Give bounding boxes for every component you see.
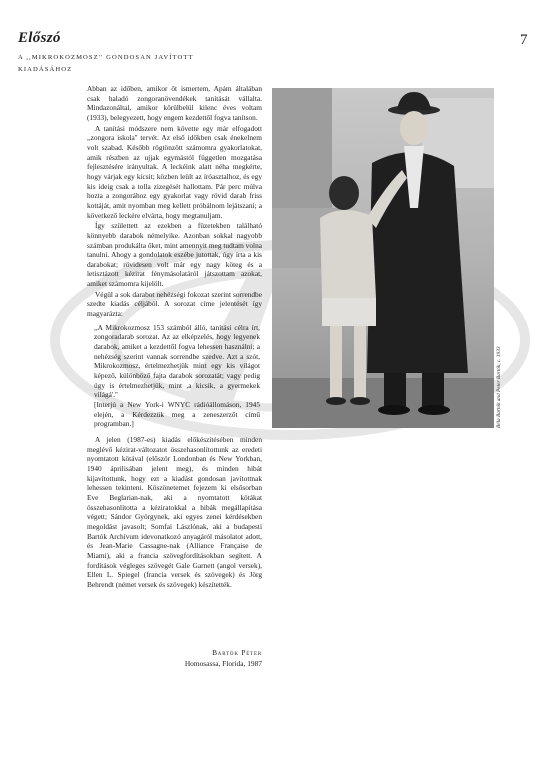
paragraph-2: A tanítási módszere nem követte egy már elfogadott ,,zongora iskola'' tervét. Az első időkben csak énekelnem volt szabad. Később rögtönzött számomra gyakorlatokat, amik részben az ujjak egymástól független mozgatása fejlesztésére irányultak. A leckéink alatt néha megkérte, hogy várjak egy kicsit; közben leült az íróasztalhoz, és egy kis ideig csak a tolla zizegését hallottam. Pár perc múlva hozta a zongorához egy gyakorlat vagy rövid darab friss kottáját, amit nyomban meg kellett próbálnom lejátszani; a következő leckére elvárta, hogy megtanuljam.: [87, 123, 262, 220]
page-number: 7: [520, 32, 528, 48]
quote-text: ,,A Mikrokozmosz 153 számból álló, tanítási célra írt, zongoradarab sorozat. Az az elképzelés, hogy legyenek darabok, amiket a kezdettől fogva lehessen használni; a nehézség szerint vannak sorrendbe szedve. Azt a szót, Mikrokozmosz, értelmezhetjük mint egy kis világot képező, különböző fajta darabok sorozatát; vagy pedig úgy is értelmezhetjük, mint ,a kicsik, a gyermekek világá'.'': [94, 322, 260, 400]
paragraph-5: A jelen (1987-es) kiadás előkészítésében minden meglévő kézirat-változatot összehasonlítottunk az eredeti nyomtatott kötával (először Londonban és New Yorkban, 1940 áprilisában jelent meg), és minden hibát kijavítottunk, hogy ezt a kiadást gondosan javítottnak lehessen tekinteni. Köszönetemet fejezem ki elsősorban Eve Beglarian-nak, aki a nyomtatott kötákat összehasonlította a kéziratokkal a hibák megállapítása végett; Sándor Györgynek, aki egyes zenei kérdésekben megoldást javasolt; Somfai Lászlónak, aki a budapesti Bartók Archívum idevonatkozó anyagáról másolatot adott, és Jean-Marie Cassagne-nak (Alliance Française de Miami), aki a francia szövegfordításokban segített. A fordítások végleges szövegét Gale Garnett (angol versek), Ellen L. Spiegel (francia versek és szövegek) és Jörg Behrendt (német versek és szövegek) készítették.: [87, 434, 262, 589]
quote-source: [Interjú a New York-i WNYC rádióállomáson, 1945 elején, a Kérdezzük meg a zeneszerzőt című programban.]: [94, 400, 260, 429]
subtitle-line-1: A ,,MIKROKOZMOSZ'' GONDOSAN JAVÍTOTT: [18, 54, 194, 61]
photo-caption: Béla Bartók and Peter Bartók, c. 1933: [496, 346, 502, 428]
paragraph-3: Így születtett az ezekben a füzetekben található könnyebb darabok némelyike. Azonban sokkal nagyobb számban produkálta őket, mint amennyit meg tudtam volna tanulni. Ahogy a gondolatok eszébe jutottak, úgy írta a kis darabokat; rövidesen volt már egy nagy köteg és a letisztázott kézirat fénymásolatáról játszottam azokat, amiket számomra kijelölt.: [87, 221, 262, 289]
page-title: Előszó: [18, 30, 61, 46]
paragraph-1: Abban az időben, amikor őt ismertem, Apám általában csak haladó zongoranövendékek tanítását vállalta. Mindazonáltal, amikor körülbelül kilenc éves voltam (1933), belegyezett, hogy engem kezdettől fogva tanítson.: [87, 84, 262, 122]
photo-illustration: [272, 88, 494, 428]
page-subtitle: [18, 52, 278, 76]
paragraph-4: Végül a sok darabot nehézségi fokozat szerint sorrendbe szedte kiadás céljából. A sorozat címe jelentését így magyarázta:: [87, 289, 262, 319]
historical-photo: [272, 88, 494, 428]
signature-place-date: Homosassa, Florida, 1987: [184, 659, 262, 668]
subtitle-line-2: KIADÁSÁHOZ: [18, 66, 73, 73]
signature-name: Bartók Péter: [212, 648, 262, 657]
signature-block: [150, 647, 262, 669]
block-quote: [94, 323, 260, 429]
body-text-column: [87, 84, 262, 590]
